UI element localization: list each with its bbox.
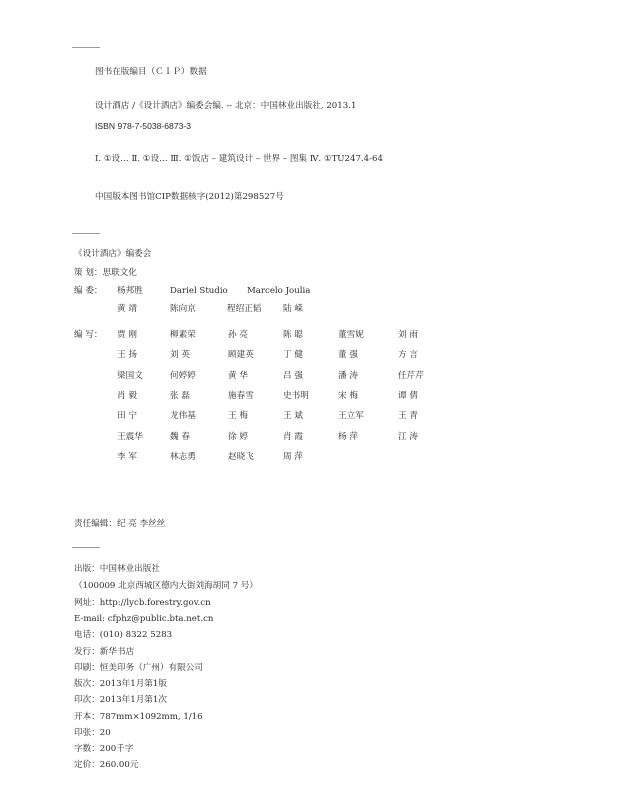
writer-name: 王 青 xyxy=(398,411,418,422)
writer-name: 魏 春 xyxy=(170,431,190,442)
publisher-info-line: 印次：2013年1月第1次 xyxy=(74,695,167,705)
writer-name: 黄 华 xyxy=(228,370,248,381)
writer-name: 林志勇 xyxy=(170,451,196,462)
publisher-info-line: （100009 北京西城区德内大街刘海胡同 7 号） xyxy=(74,581,258,591)
cip-heading: 图书在版编目（ＣＩＰ）数据 xyxy=(95,67,207,77)
writer-name: 王立军 xyxy=(338,411,364,422)
cip-classification: Ⅰ. ①设… Ⅱ. ①设… Ⅲ. ①饭店 – 建筑设计 – 世界 – 图集 Ⅳ. ①TU247.4-64 xyxy=(95,154,383,164)
editor-name: Marcelo Joulia xyxy=(247,286,311,296)
planning-line: 策 划：思联文化 xyxy=(74,268,137,278)
writer-name: 徐 婷 xyxy=(228,431,248,442)
writer-name: 王 梅 xyxy=(228,411,248,422)
writer-name: 肖 霞 xyxy=(283,431,303,442)
publisher-info-line: 版次：2013年1月第1版 xyxy=(74,679,167,689)
writer-name: 施春雪 xyxy=(228,390,254,401)
cip-data-number: 中国版本图书馆CIP数据核字(2012)第298527号 xyxy=(95,192,284,202)
responsible-editor: 责任编辑：纪 亮 李丝丝 xyxy=(74,519,166,529)
writer-name: 刘 雨 xyxy=(398,330,418,340)
publisher-info-line: 定价：260.00元 xyxy=(74,760,139,770)
publisher-info-line: 网址：http://lycb.forestry.gov.cn xyxy=(74,598,211,608)
writer-name: 王 扬 xyxy=(117,350,137,361)
separator-rule xyxy=(72,47,100,48)
writer-name: 任芹芹 xyxy=(398,370,424,381)
editor-name: 杨邦胜 xyxy=(117,286,143,296)
writer-name: 柳素荣 xyxy=(170,330,196,340)
publisher-info-line: 发行：新华书店 xyxy=(74,647,135,657)
writer-name: 赵晓飞 xyxy=(228,451,254,462)
writer-name: 宋 梅 xyxy=(338,390,358,401)
editor-name: Dariel Studio xyxy=(170,286,228,296)
writer-name: 何婷婷 xyxy=(170,370,196,381)
writer-name: 梁国文 xyxy=(117,370,143,381)
writer-name: 龙伟基 xyxy=(170,411,196,422)
committee-title: 《设计酒店》编委会 xyxy=(74,249,152,259)
editor-name: 陆 嵘 xyxy=(283,304,303,314)
writer-name: 谭 倩 xyxy=(398,390,418,401)
isbn: ISBN 978-7-5038-6873-3 xyxy=(95,121,192,131)
publisher-info-line: 出版：中国林业出版社 xyxy=(74,564,160,574)
writer-name: 董 强 xyxy=(338,350,358,361)
writer-name: 方 言 xyxy=(398,350,418,361)
writer-name: 孙 亮 xyxy=(228,330,248,340)
writer-name: 李 军 xyxy=(117,451,137,462)
editor-name: 程绍正韬 xyxy=(227,304,262,314)
writer-name: 王震华 xyxy=(117,431,143,442)
writer-name: 董雪妮 xyxy=(338,330,364,340)
writer-name: 史书明 xyxy=(283,390,309,401)
writer-name: 贾 刚 xyxy=(117,330,137,340)
editors-label: 编 委： xyxy=(74,286,103,296)
writer-name: 陈 聪 xyxy=(283,330,303,340)
editor-name: 陈向京 xyxy=(170,304,196,314)
writer-name: 杨 萍 xyxy=(338,431,358,442)
writer-name: 张 磊 xyxy=(170,390,190,401)
editor-name: 黄 靖 xyxy=(117,304,137,314)
publisher-info-line: 字数：200千字 xyxy=(74,744,134,754)
writer-name: 肖 毅 xyxy=(117,390,137,401)
publisher-info-line: 电话：(010) 8322 5283 xyxy=(74,630,173,640)
publisher-info-line: 印张：20 xyxy=(74,728,111,738)
writer-name: 丁 健 xyxy=(283,350,303,361)
writer-name: 吕 强 xyxy=(283,370,303,381)
publisher-info-line: 印刷：恒美印务（广州）有限公司 xyxy=(74,663,203,673)
writer-name: 王 斌 xyxy=(283,411,303,422)
separator-rule xyxy=(72,233,100,234)
writer-name: 周 萍 xyxy=(283,451,303,462)
writers-label: 编 写： xyxy=(74,330,103,340)
cip-entry: 设计酒店 /《设计酒店》编委会编. -- 北京：中国林业出版社, 2013.1 xyxy=(95,101,357,111)
writer-name: 江 涛 xyxy=(398,431,418,442)
publisher-info-line: 开本：787mm×1092mm, 1/16 xyxy=(74,712,203,722)
writer-name: 刘 英 xyxy=(170,350,190,361)
separator-rule xyxy=(72,547,100,548)
writer-name: 田 宁 xyxy=(117,411,137,422)
writer-name: 潘 涛 xyxy=(338,370,358,381)
writer-name: 顾建英 xyxy=(228,350,254,361)
publisher-info-line: E-mail: cfphz@public.bta.net.cn xyxy=(74,614,214,624)
